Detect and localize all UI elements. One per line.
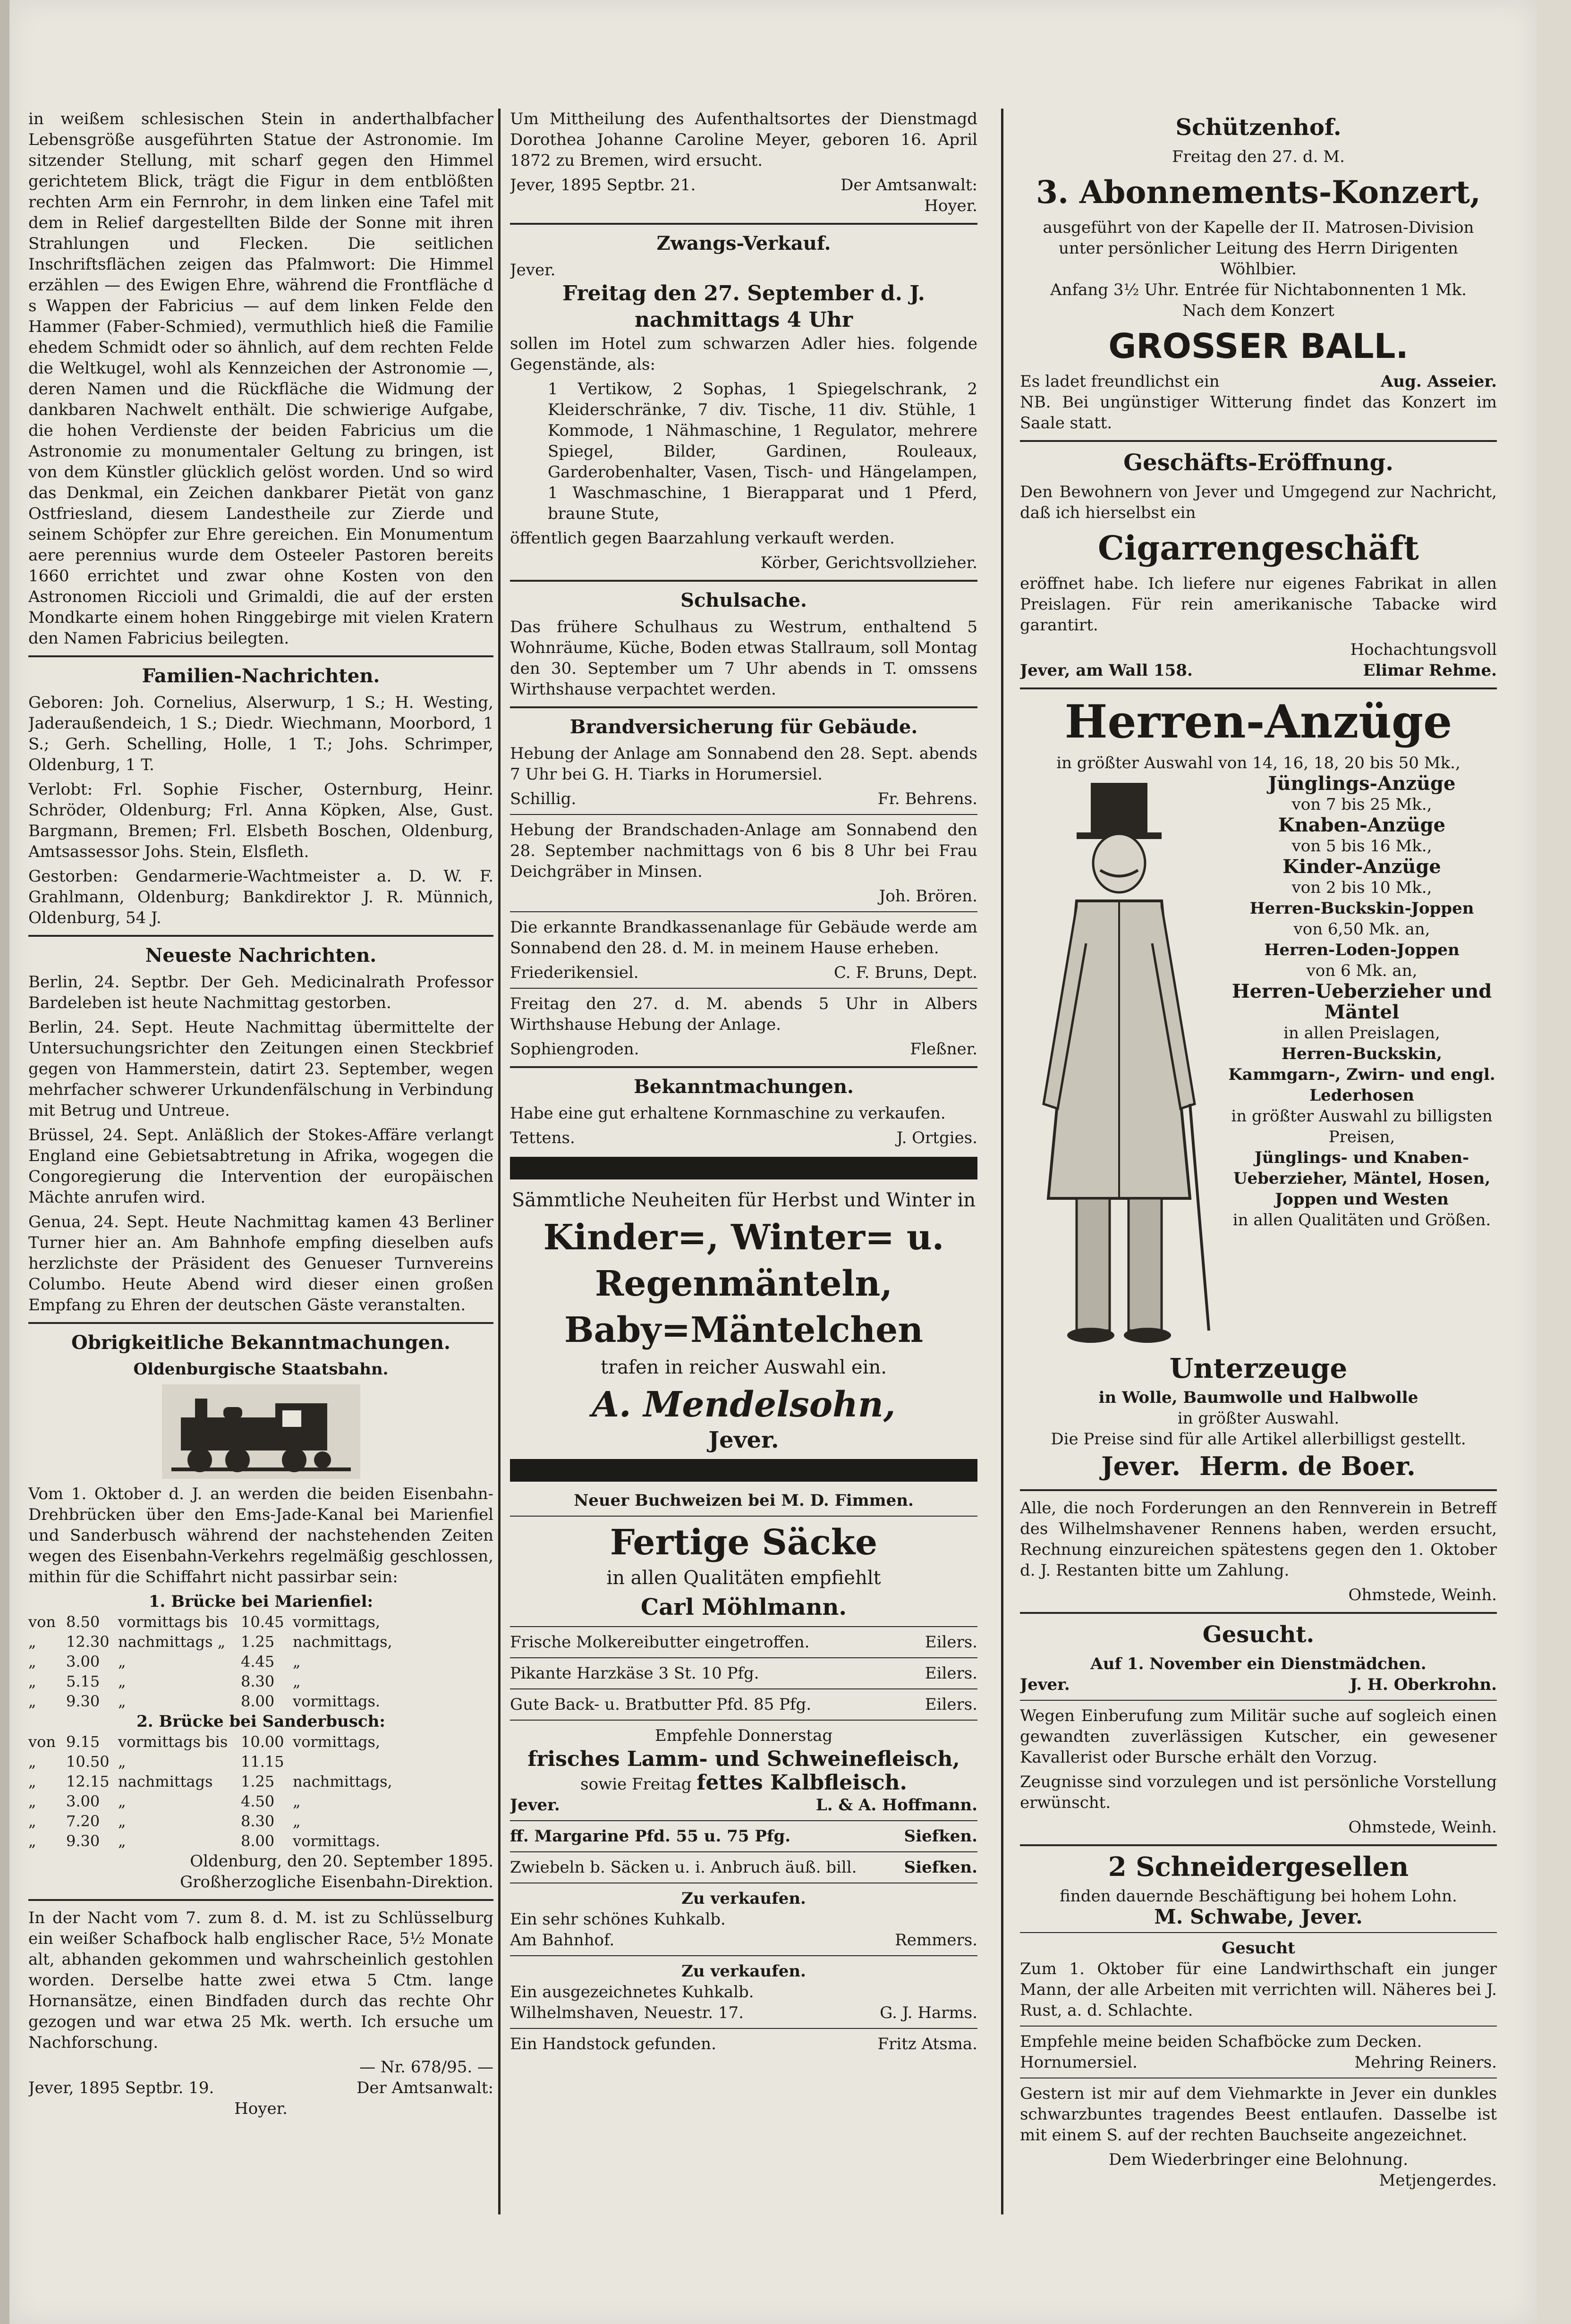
news-item: Genua, 24. Sept. Heute Nachmittag kamen 43 Berliner Turner hier an. Am Bahnhofe empfing dieselben aufs herzlichste der Präsident des Genueser Turnvereins Columbo. Heute Abend wird dieser einen großen Empfang zu Ehren der deutschen Gäste veranstalten. xyxy=(28,1213,493,1315)
meat-intro: Empfehle Donnerstag xyxy=(654,1726,833,1745)
race-club-notice: Alle, die noch Forderungen an den Rennverein in Betreff des Wilhelmshavener Rennens haben, werden ersucht, Rechnung einzureichen spätestens gegen den 1. Oktober d. J. Restanten bitte um Zahlung. xyxy=(1020,1499,1497,1580)
sale-text: Ein ausgezeichnetes Kuhkalb. xyxy=(510,1983,754,2002)
latest-news-heading: Neueste Nachrichten. xyxy=(145,944,377,967)
column-rule-1 xyxy=(498,109,501,2214)
signature-line xyxy=(28,2078,493,2098)
product-name: Herren-Loden-Joppen xyxy=(1264,941,1460,959)
divider xyxy=(510,1955,977,1956)
column-middle xyxy=(510,109,977,2219)
after-concert: Nach dem Konzert xyxy=(1182,301,1334,320)
news-item: Brüssel, 24. Sept. Anläßlich der Stokes-Affäre verlangt England eine Gebietsabtretung in Afrika, wogegen die Congoregierung die Intervention der europäischen Mächte anrufen wird. xyxy=(28,1126,493,1207)
product-price: in allen Preislagen, xyxy=(1283,1024,1440,1043)
weather-note: NB. Bei ungünstiger Witterung findet das Konzert im Saale statt. xyxy=(1020,393,1497,433)
underwear-text-3: Die Preise sind für alle Artikel allerbilligst gestellt. xyxy=(1051,1430,1466,1449)
schedule-row: „ 12.15 nachmittags 1.25 nachmittags, xyxy=(28,1773,392,1790)
product-price: von 2 bis 10 Mk., xyxy=(1291,878,1432,897)
mendelsohn-firm: A. Mendelsohn, xyxy=(592,1384,896,1425)
fire-insurance-heading: Brandversicherung für Gebäude. xyxy=(569,716,918,738)
product-name: Herren-Buckskin-Joppen xyxy=(1249,899,1474,918)
concert-title: 3. Abonnements-Konzert, xyxy=(1036,174,1481,211)
divider xyxy=(510,1851,977,1852)
divider xyxy=(28,655,493,657)
signature-line: Tettens. J. Ortgies. xyxy=(510,1128,977,1147)
column-right xyxy=(1020,109,1497,2219)
onion-ad-row: Zwiebeln b. Säcken u. i. Anbruch äuß. bill. Siefken. xyxy=(510,1858,977,1877)
divider xyxy=(1020,1489,1497,1491)
meat-line-1: frisches Lamm- und Schweinefleisch, xyxy=(527,1747,960,1771)
lost-cattle-notice: Gestern ist mir auf dem Viehmarkte in Jever ein dunkles schwarzbuntes tragendes Beest entlaufen. Dasselbe ist mit einem S. auf der rechten Bauchseite angezeichnet. xyxy=(1020,2084,1497,2145)
suits-text: in größter Auswahl von 14, 16, 18, 20 bis 50 Mk., xyxy=(1056,754,1461,772)
product-name: Jünglings- und Knaben-Ueberzieher, Mäntel, Hosen, Joppen und Westen xyxy=(1233,1148,1491,1209)
column-left xyxy=(28,109,493,2219)
divider xyxy=(510,706,977,708)
divider xyxy=(1020,2026,1497,2027)
official-notices-heading: Obrigkeitliche Bekanntmachungen. xyxy=(71,1332,450,1354)
mendelsohn-line-1: Kinder=, Winter= u. xyxy=(543,1217,944,1258)
schedule-row: „ 3.00 „ 4.50 „ xyxy=(28,1792,301,1810)
farm-text: Zum 1. Oktober für eine Landwirthschaft ein junger Mann, der alle Arbeiten mit verrichten will. Näheres bei J. Rust, a. d. Schlachte. xyxy=(1020,1959,1497,2020)
lost-reward: Dem Wiederbringer eine Belohnung. xyxy=(1108,2150,1409,2169)
sale-heading: Zu verkaufen. xyxy=(681,1889,806,1908)
ad-bar xyxy=(510,1459,977,1482)
fire-notice-3: Die erkannte Brandkassenanlage für Gebäude werde am Sonnabend den 28. d. M. in meinem Hause erheben. xyxy=(510,918,977,958)
signature-line: Hornumersiel. Mehring Reiners. xyxy=(1020,2053,1497,2072)
rail-signature: Großherzogliche Eisenbahn-Direktion. xyxy=(180,1873,493,1891)
divider xyxy=(510,580,977,582)
divider xyxy=(1020,1844,1497,1846)
divider xyxy=(510,988,977,989)
schedule-row: „ 5.15 „ 8.30 „ xyxy=(28,1672,301,1690)
found-item-row: Ein Handstock gefunden. Fritz Atsma. xyxy=(510,2035,977,2053)
signature-line: Jever. J. H. Oberkrohn. xyxy=(1020,1675,1497,1694)
underwear-heading: Unterzeuge xyxy=(1169,1352,1348,1384)
cheese-ad-row: Pikante Harzkäse 3 St. 10 Pfg. Eilers. xyxy=(510,1664,977,1683)
rail-date: Oldenburg, den 20. September 1895. xyxy=(190,1852,493,1871)
divider xyxy=(510,1066,977,1068)
signature-line: Wilhelmshaven, Neuestr. 17. G. J. Harms. xyxy=(510,2003,977,2022)
butter-ad-row: Gute Back- u. Bratbutter Pfd. 85 Pfg. Eilers. xyxy=(510,1695,977,1714)
product-name: Kinder-Anzüge xyxy=(1282,856,1441,878)
product-price: von 5 bis 16 Mk., xyxy=(1291,837,1432,856)
sale-text: Ein sehr schönes Kuhkalb. xyxy=(510,1910,726,1929)
column-rule-2 xyxy=(1001,109,1003,2214)
meat-line-2: sowie Freitag fettes Kalbfleisch. xyxy=(580,1771,907,1795)
schedule-row: von 8.50 vormittags bis 10.45 vormittags, xyxy=(28,1613,381,1631)
forced-sale-time: nachmittags 4 Uhr xyxy=(634,308,853,332)
butter-ad-row: Frische Molkereibutter eingetroffen. Eilers. xyxy=(510,1633,977,1652)
stolen-sheep-notice: In der Nacht vom 7. zum 8. d. M. ist zu Schlüsselburg ein weißer Schafbock halb englischer Race, 5½ Monate alt, abhanden gekommen und wahrscheinlich gestohlen worden. Derselbe hatte zwei etwa 5 Ctm. lange Hornansätze, einen Bindfaden durch das rechte Ohr gezogen und war etwa 25 Mk. werth. Ich ersuche um Nachforschung. xyxy=(28,1908,493,2052)
product-price: von 6,50 Mk. an, xyxy=(1293,920,1430,939)
mendelsohn-text: trafen in reicher Auswahl ein. xyxy=(601,1357,887,1378)
mendelsohn-city: Jever. xyxy=(708,1427,779,1453)
signature-line xyxy=(510,175,977,195)
schuetzenhof-heading: Schützenhof. xyxy=(1175,114,1342,141)
divider xyxy=(510,1657,977,1658)
de-boer-signature: Jever. Herm. de Boer. xyxy=(1101,1451,1416,1481)
mendelsohn-line-2: Regenmänteln, xyxy=(594,1264,893,1304)
coachman-notice: Wegen Einberufung zum Militär suche auf sogleich einen gewandten zuverlässigen Kutscher, ein gewesener Kavallerist oder Bursche erhält den Vorzug. xyxy=(1020,1706,1497,1767)
bridge-closure-text: Vom 1. Oktober d. J. an werden die beiden Eisenbahn-Drehbrücken über den Ems-Jade-Kanal bei Marienfiel und Sanderbusch während der nachstehenden Zeiten wegen des Eisenbahn-Verkehrs regelmäßig geschlossen, mithin für die Schiffahrt nicht passirbar sein: xyxy=(28,1484,493,1586)
opening-text-2: eröffnet habe. Ich liefere nur eigenes Fabrikat in allen Preislagen. Für rein amerikanische Tabacke wird garantirt. xyxy=(1020,574,1497,635)
fire-notice-2-sign: Joh. Brören. xyxy=(879,887,977,906)
bridge-2-heading: 2. Brücke bei Sanderbusch: xyxy=(136,1712,385,1731)
tailors-sign: M. Schwabe, Jever. xyxy=(1154,1905,1363,1928)
forced-sale-items: 1 Vertikow, 2 Sophas, 1 Spiegelschrank, 2 Kleiderschränke, 7 div. Tische, 11 div. Stühle, 1 Kommode, 1 Nähmaschine, 1 Regulator, mehrere Spiegel, Bilder, Gardinen, Rouleaux, Garderobenhalter, Vasen, Tisch- und Hängelampen, 1 Waschmaschine, 1 Bierapparat und 1 Pferd, braune Stute, xyxy=(548,380,977,523)
product-name: Herren-Ueberzieher und Mäntel xyxy=(1231,980,1492,1023)
tailors-text: finden dauernde Beschäftigung bei hohem Lohn. xyxy=(1060,1887,1457,1906)
forced-sale-text-2: öffentlich gegen Baarzahlung verkauft werden. xyxy=(510,529,895,548)
mendelsohn-line-3: Baby=Mäntelchen xyxy=(564,1310,924,1350)
race-club-sign: Ohmstede, Weinh. xyxy=(1348,1586,1497,1604)
divider xyxy=(510,223,977,225)
bridge-1-schedule xyxy=(28,1612,493,1711)
signature-line: Jever, am Wall 158. Elimar Rehme. xyxy=(1020,661,1497,680)
divider xyxy=(1020,1700,1497,1701)
fire-notice-1: Hebung der Anlage am Sonnabend den 28. Sept. abends 7 Uhr bei G. H. Tiarks in Horumersiel. xyxy=(510,744,977,784)
railway-heading: Oldenburgische Staatsbahn. xyxy=(133,1360,389,1379)
product-name: Herren-Buckskin, Kammgarn-, Zwirn- und engl. Lederhosen xyxy=(1228,1044,1495,1105)
fire-notice-4: Freitag den 27. d. M. abends 5 Uhr in Albers Wirthshause Hebung der Anlage. xyxy=(510,994,977,1034)
missing-person-notice: Um Mittheilung des Aufenthaltsortes der Dienstmagd Dorothea Johanne Caroline Meyer, geboren 16. April 1872 zu Bremen, wird ersucht. xyxy=(510,110,977,170)
margarine-ad-row: ff. Margarine Pfd. 55 u. 75 Pfg. Siefken. xyxy=(510,1827,977,1846)
opening-heading: Geschäfts-Eröffnung. xyxy=(1123,450,1393,476)
announcements-heading: Bekanntmachungen. xyxy=(634,1076,854,1098)
opening-text-1: Den Bewohnern von Jever und Umgegend zur Nachricht, daß ich hierselbst ein xyxy=(1020,483,1497,522)
divider xyxy=(1020,1932,1497,1933)
forced-sale-heading: Zwangs-Verkauf. xyxy=(656,232,831,254)
ball-title: GROSSER BALL. xyxy=(1108,326,1409,366)
signature-line: Am Bahnhof. Remmers. xyxy=(510,1931,977,1950)
underwear-text-2: in größter Auswahl. xyxy=(1177,1409,1340,1428)
family-born: Geboren: Joh. Cornelius, Alserwurp, 1 S.; H. Westing, Jaderaußendeich, 1 S.; Diedr. Wiechmann, Moorbord, 1 S.; Gerh. Schelling, Holle, 1 T.; Johs. Schrimper, Oldenburg, 1 T. xyxy=(28,693,493,774)
divider xyxy=(1020,1612,1497,1614)
schedule-row: „ 12.30 nachmittags „ 1.25 nachmittags, xyxy=(28,1633,392,1651)
sacks-heading: Fertige Säcke xyxy=(610,1522,878,1563)
tailors-heading: 2 Schneidergesellen xyxy=(1108,1851,1409,1883)
product-price: von 7 bis 25 Mk., xyxy=(1291,795,1432,814)
divider xyxy=(510,911,977,912)
lost-sign: Metjengerdes. xyxy=(1379,2171,1497,2190)
concert-date: Freitag den 27. d. M. xyxy=(1172,147,1345,166)
cigar-shop-title: Cigarrengeschäft xyxy=(1097,528,1419,568)
notice-reference: — Nr. 678/95. — xyxy=(359,2058,493,2077)
divider xyxy=(28,1322,493,1324)
notice-sign-name: Hoyer. xyxy=(924,196,977,215)
divider xyxy=(510,1820,977,1821)
buckwheat-ad: Neuer Buchweizen bei M. D. Fimmen. xyxy=(574,1491,914,1510)
underwear-text-1: in Wolle, Baumwolle und Halbwolle xyxy=(1098,1388,1418,1407)
bridge-1-heading: 1. Brücke bei Marienfiel: xyxy=(148,1592,374,1611)
fabricius-article: in weißem schlesischen Stein in anderthalbfacher Lebensgröße ausgeführten Statue der Astronomie. Im sitzender Stellung, mit scharf gegen den Himmel gerichtetem Blick, trägt die Figur in dem entblößten rechten Arm ein Fernrohr, in dem linken eine Tafel mit dem in Relief dargestellten Bilde der Sonne mit ihren Strahlungen und Flecken. Die seitlichen Inschriftsflächen zeigen das Pfalmwort: Die Himmel erzählen — des Ewigen Ehre, während die Frontfläche d s Wappen der Fabricius — auf dem linken Felde den Hammer (Faber-Schmied), vermuthlich hieß die Familie ehedem Schmidt oder so ähnlich, auf dem rechten Felde die Weltkugel, wohl als Kennzeichen der Astronomie —, deren Namen und die Rückfläche die Widmung der dankbaren Nachwelt enthält. Die schwierige Aufgabe, die hohen Verdienste der beiden Fabricius um die Astronomie zu monumentaler Geltung zu bringen, ist von dem Künstler glücklich gelöst worden. Und so wird das Denkmal, ein Zeichen dankbarer Pietät von ganz Ostfriesland, diesem Landestheile zur Zierde und seinem Schöpfer zur Ehre gereichen. Ein Monumentum aere perennius wurde dem Osteeler Pastoren bereits 1660 errichtet und zwar ohne Kosten von den Astronomen Riccioli und Grimaldi, die auf der ersten Mondkarte einem hohen Ringgebirge mit vielen Kratern den Namen Fabricius beilegten. xyxy=(28,110,493,648)
signature-line: Schillig. Fr. Behrens. xyxy=(510,789,977,808)
divider xyxy=(28,1899,493,1901)
mendelsohn-intro: Sämmtliche Neuheiten für Herbst und Winter in xyxy=(511,1189,976,1211)
notice-place-date: Jever, 1895 Septbr. 19. xyxy=(28,2078,214,2097)
divider xyxy=(510,1688,977,1689)
schedule-row: von 9.15 vormittags bis 10.00 vormittags, xyxy=(28,1733,381,1751)
stud-text: Empfehle meine beiden Schafböcke zum Decken. xyxy=(1020,2032,1422,2051)
sale-heading: Zu verkaufen. xyxy=(681,1962,806,1981)
notice-place-date: Jever, 1895 Septbr. 21. xyxy=(510,176,696,195)
farm-heading: Gesucht xyxy=(1222,1939,1295,1958)
product-price: in größter Auswahl zu billigsten Preisen, xyxy=(1231,1107,1493,1146)
wanted-maid: Auf 1. November ein Dienstmädchen. xyxy=(1090,1654,1427,1673)
divider xyxy=(510,1626,977,1627)
schedule-row: „ 3.00 „ 4.45 „ xyxy=(28,1653,301,1671)
schedule-row: „ 7.20 „ 8.30 „ xyxy=(28,1812,301,1830)
schedule-row: „ 10.50 „ 11.15 xyxy=(28,1753,284,1771)
coachman-sign: Ohmstede, Weinh. xyxy=(1348,1818,1497,1837)
divider xyxy=(1020,440,1497,442)
locomotive-icon xyxy=(162,1384,360,1479)
announcement-text: Habe eine gut erhaltene Kornmaschine zu verkaufen. xyxy=(510,1104,946,1123)
divider xyxy=(510,1516,977,1517)
divider xyxy=(510,2028,977,2029)
forced-sale-place: Jever. xyxy=(510,261,556,280)
sacks-text: in allen Qualitäten empfiehlt xyxy=(606,1567,881,1589)
forced-sale-date: Freitag den 27. September d. J. xyxy=(562,281,925,305)
notice-sign-name: Hoyer. xyxy=(234,2099,288,2118)
product-price: in allen Qualitäten und Größen. xyxy=(1232,1211,1491,1230)
family-deceased: Gestorben: Gendarmerie-Wachtmeister a. D. W. F. Grahlmann, Oldenburg; Bankdirektor J. R. Münnich, Oldenburg, 54 J. xyxy=(28,867,493,927)
bridge-2-schedule xyxy=(28,1732,493,1851)
product-name: Knaben-Anzüge xyxy=(1278,814,1446,836)
concert-start: Anfang 3½ Uhr. Entrée für Nichtabonnenten 1 Mk. xyxy=(1050,280,1467,299)
fire-notice-2: Hebung der Brandschaden-Anlage am Sonnabend den 28. September nachmittags von 6 bis 8 Uhr bei Frau Deichgräber in Minsen. xyxy=(510,821,977,881)
schedule-row: „ 9.30 „ 8.00 vormittags. xyxy=(28,1692,381,1710)
schedule-row: „ 9.30 „ 8.00 vormittags. xyxy=(28,1832,381,1850)
signature-line: Es ladet freundlichst ein Aug. Asseier. xyxy=(1020,372,1497,391)
news-item: Berlin, 24. Septbr. Der Geh. Medicinalrath Professor Bardeleben ist heute Nachmittag gestorben. xyxy=(28,973,493,1012)
news-item: Berlin, 24. Sept. Heute Nachmittag übermittelte der Untersuchungsrichter den Zeitungen einen Steckbrief gegen von Hammerstein, datirt 23. September, wegen mehrfacher schwerer Urkundenfälschung in Verbindung mit Betrug und Untreue. xyxy=(28,1018,493,1120)
suits-heading: Herren-Anzüge xyxy=(1064,695,1452,748)
notice-sign-title: Der Amtsanwalt: xyxy=(357,2078,493,2097)
opening-regards: Hochachtungsvoll xyxy=(1350,640,1497,659)
divider xyxy=(510,1720,977,1721)
forced-sale-signature: Körber, Gerichtsvollzieher. xyxy=(760,553,977,572)
notice-sign-title: Der Amtsanwalt: xyxy=(841,176,977,195)
signature-line: Friederikensiel. C. F. Bruns, Dept. xyxy=(510,963,977,982)
divider xyxy=(28,935,493,937)
sacks-firm: Carl Möhlmann. xyxy=(640,1594,847,1620)
concert-text: ausgeführt von der Kapelle der II. Matrosen-Division unter persönlicher Leitung des Herrn Dirigenten Wöhlbier. xyxy=(1043,218,1474,279)
school-text: Das frühere Schulhaus zu Westrum, enthaltend 5 Wohnräume, Küche, Boden etwas Stallraum, soll Montag den 30. September um 7 Uhr abends in T. omssens Wirthshause verpachtet werden. xyxy=(510,618,977,699)
school-heading: Schulsache. xyxy=(680,589,807,611)
signature-line: Sophiengroden. Fleßner. xyxy=(510,1040,977,1059)
gentleman-illustration xyxy=(1020,773,1218,1349)
family-engaged: Verlobt: Frl. Sophie Fischer, Osternburg, Heinr. Schröder, Oldenburg; Frl. Anna Köpken, Alse, Gust. Bargmann, Bremen; Frl. Elsbeth Boschen, Oldenburg, Amtsassessor Johs. Stein, Elsfleth. xyxy=(28,780,493,861)
forced-sale-text: sollen im Hotel zum schwarzen Adler hies. folgende Gegenstände, als: xyxy=(510,334,977,374)
product-name: Jünglings-Anzüge xyxy=(1268,772,1456,795)
divider xyxy=(1020,687,1497,689)
divider xyxy=(510,814,977,815)
family-news-heading: Familien-Nachrichten. xyxy=(142,665,380,687)
coachman-notice-2: Zeugnisse sind vorzulegen und ist persönliche Vorstellung erwünscht. xyxy=(1020,1773,1497,1812)
product-price: von 6 Mk. an, xyxy=(1306,961,1418,980)
wanted-heading: Gesucht. xyxy=(1202,1621,1315,1648)
ad-bar xyxy=(510,1157,977,1179)
signature-line: Jever. L. & A. Hoffmann. xyxy=(510,1796,977,1815)
